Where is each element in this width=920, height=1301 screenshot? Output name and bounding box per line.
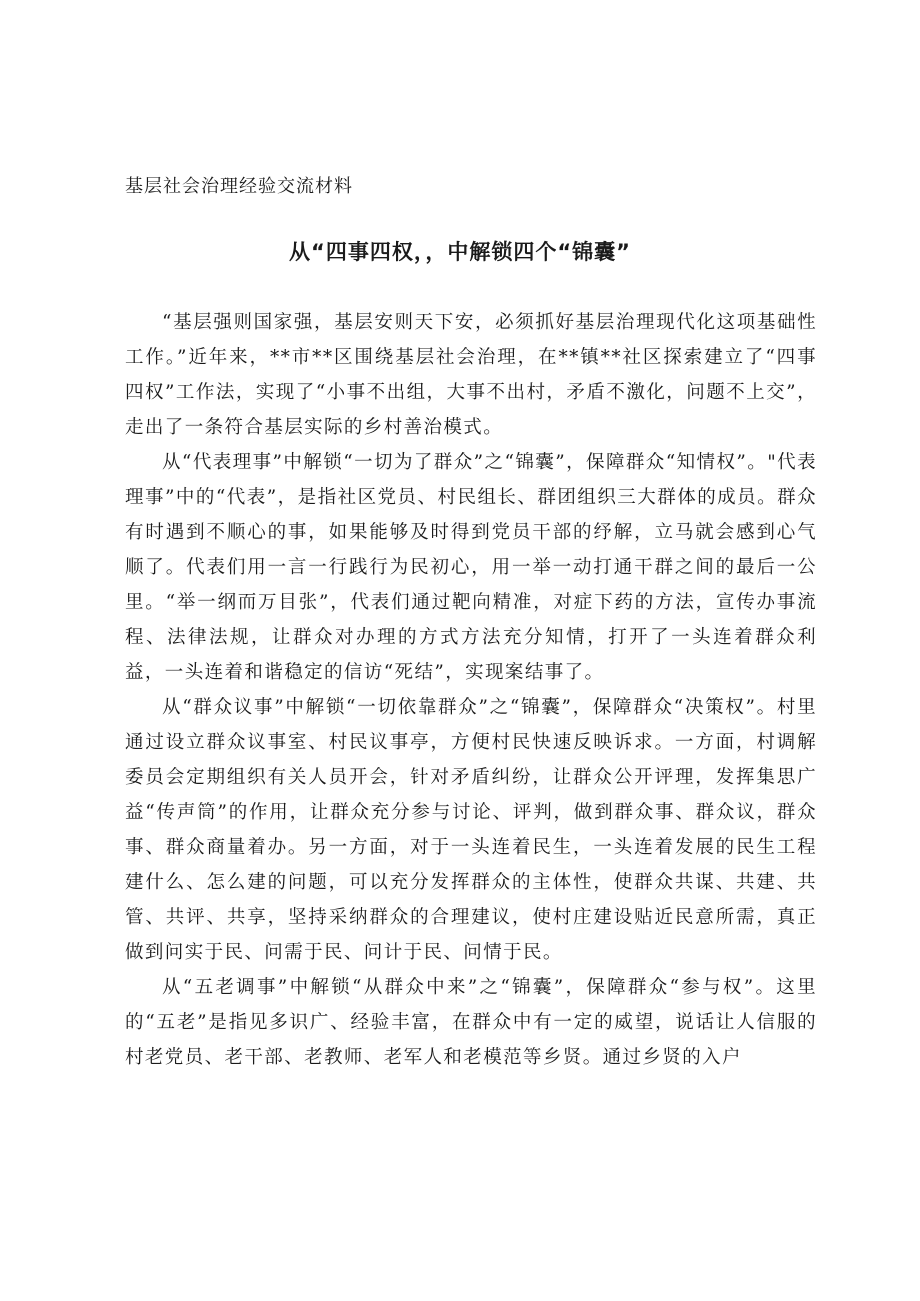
paragraph-public-deliberation: 从“群众议事”中解锁“一切依靠群众”之“锦囊”，保障群众“决策权”。村里通过设立群众议事室、村民议事亭，方便村民快速反映诉求。一方面，村调解委员会定期组织有关人员开会，针对矛盾纠纷，让群众公开评理，发挥集思广益“传声筒”的作用，让群众充分参与讨论、评判，做到群众事、群众议，群众事、群众商量着办。另一方面，对于一头连着民生，一头连着发展的民生工程建什么、怎么建的问题，可以充分发挥群众的主体性，使群众共谋、共建、共管、共评、共享，坚持采纳群众的合理建议，使村庄建设贴近民意所需，真正做到问实于民、问需于民、问计于民、问情于民。 <box>125 697 817 963</box>
paragraph-representative-affairs: 从“代表理事”中解锁“一切为了群众”之“锦囊”，保障群众“知情权”。"代表理事”中的“代表”，是指社区党员、村民组长、群团组织三大群体的成员。群众有时遇到不顺心的事，如果能够及时得到党员干部的纾解，立马就会感到心气顺了。代表们用一言一行践行为民初心，用一举一动打通干群之间的最后一公里。“举一纲而万目张”，代表们通过靶向精准，对症下药的方法，宣传办事流程、法律法规，让群众对办理的方式方法充分知情，打开了一头连着群众利益，一头连着和谐稳定的信访“死结”，实现案结事了。 <box>125 452 817 683</box>
document-category: 基层社会治理经验交流材料 <box>125 176 353 197</box>
document-body <box>125 305 817 1075</box>
paragraph-five-elders: 从“五老调事”中解锁“从群众中来”之“锦囊”，保障群众“参与权”。这里的“五老”是指见多识广、经验丰富，在群众中有一定的威望，说话让人信服的村老党员、老干部、老教师、老军人和老模范等乡贤。通过乡贤的入户 <box>125 977 817 1068</box>
paragraph-intro: “基层强则国家强，基层安则天下安，必须抓好基层治理现代化这项基础性工作。”近年来，**市**区围绕基层社会治理，在**镇**社区探索建立了“四事四权”工作法，实现了“小事不出组，大事不出村，矛盾不激化，问题不上交”，走出了一条符合基层实际的乡村善治模式。 <box>125 312 817 438</box>
document-title: 从“四事四权，，中解锁四个“锦囊” <box>289 240 631 264</box>
